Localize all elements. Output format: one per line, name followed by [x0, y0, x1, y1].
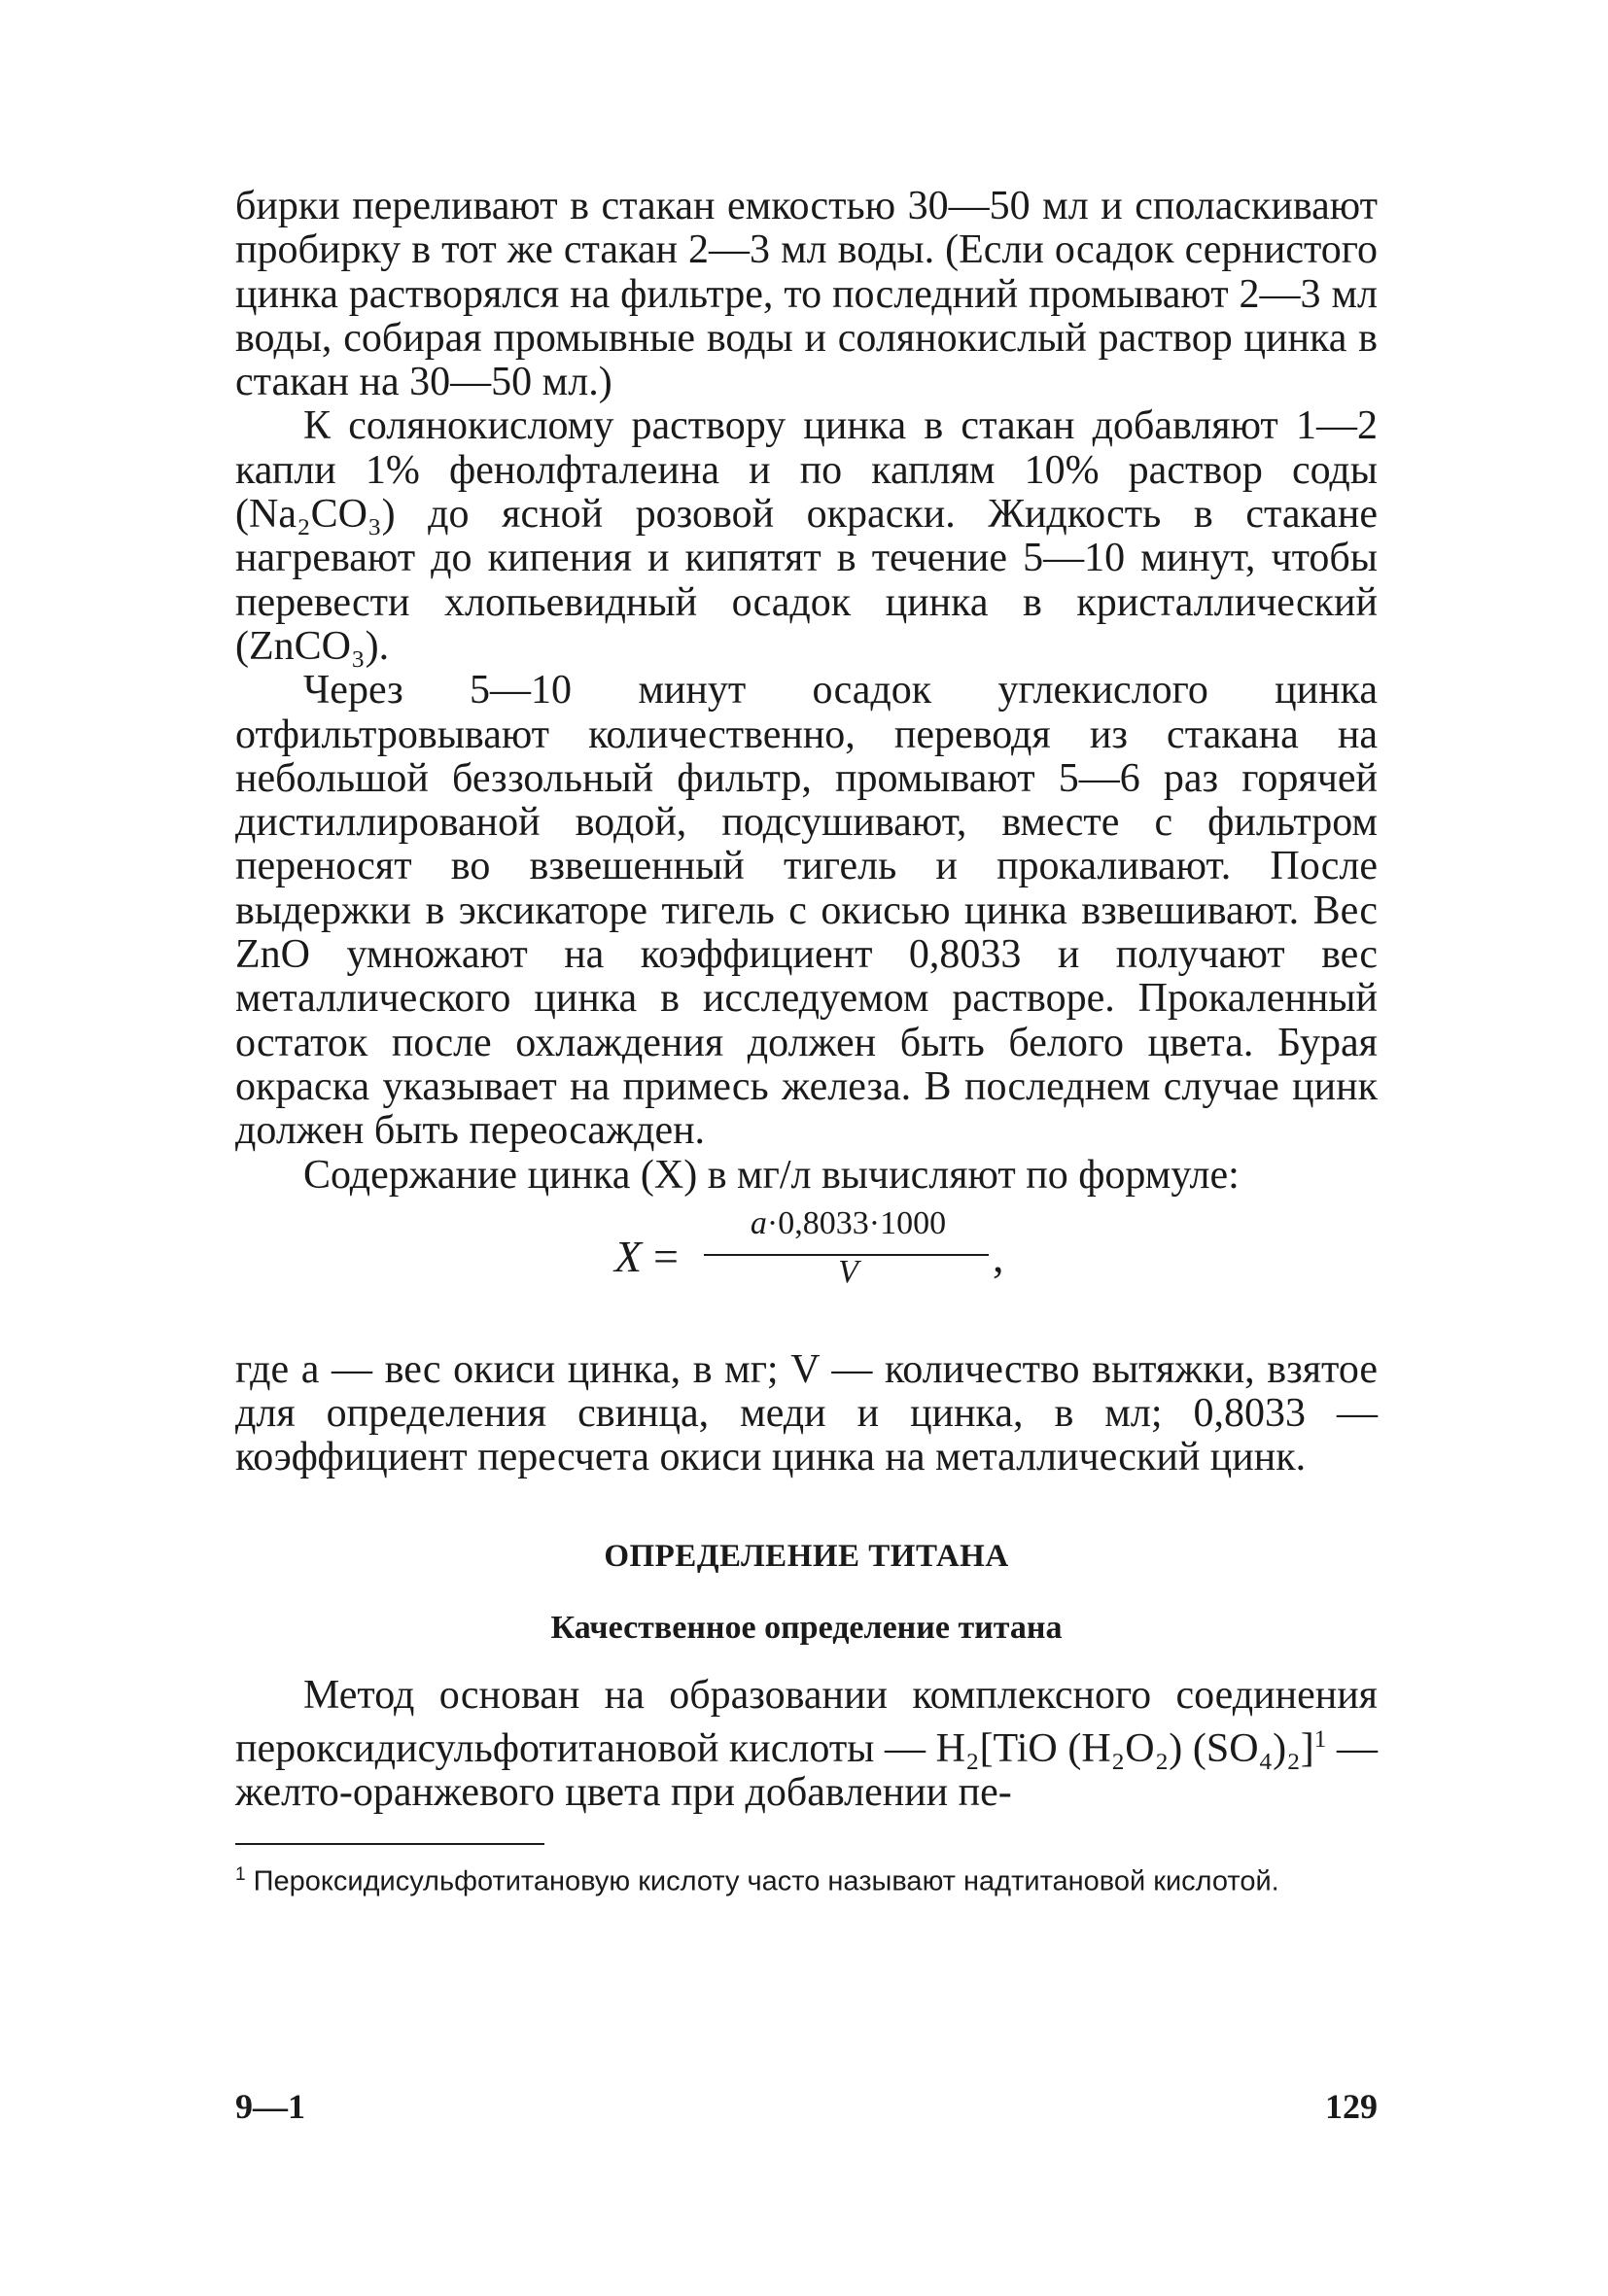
formula-numerator-rest: ·0,8033·1000	[766, 1204, 947, 1241]
section-title: ОПРЕДЕЛЕНИЕ ТИТАНА	[604, 1538, 1009, 1574]
page-number: 129	[1325, 2087, 1378, 2126]
printer-signature: 9—1	[235, 2087, 305, 2126]
paragraph-formula-legend: где a — вес окиси цинка, в мг; V — количество вытяжки, взятое для определения свинца, меди и цинка, в мл; 0,8033 — коэффициент пересчета окиси цинка на металлический цинк.	[235, 1346, 1378, 1480]
formula-equals: =	[653, 1231, 679, 1281]
footnote-divider	[235, 1843, 544, 1845]
footnote-mark: 1	[235, 1863, 246, 1885]
titanium-method-end: — желто-оранжевого цвета при добавлении пе-	[235, 1726, 1378, 1816]
formula-comma: ,	[993, 1231, 1004, 1281]
paragraph-zinc-rinse: бирки переливают в стакан емкостью 30—50 мл и споласкивают пробирку в тот же стакан 2—3 мл воды. (Если осадок сернистого цинка растворялся на фильтре, то последний промывают 2—3 мл воды, собирая промывные воды и солянокислый раствор цинка в стакан на 30—50 мл.)	[235, 184, 1378, 405]
paragraph-titanium-method	[235, 1674, 1378, 1816]
formula-lhs: X	[614, 1231, 643, 1281]
page-footer	[235, 2086, 1378, 2125]
footnote	[235, 1859, 1378, 1898]
paragraph-zinc-precipitation: К солянокислому раствору цинка в стакан добавляют 1—2 капли 1% фенолфталеина и по каплям 10% раствор соды (Na₂CO₃) до ясной розовой окраски. Жидкость в стакане нагревают до кипения и кипятят в течение 5—10 минут, чтобы перевести хлопьевидный осадок цинка в кристаллический (ZnCO₃).	[235, 403, 1378, 669]
subsection-title: Качественное определение титана	[550, 1609, 1063, 1646]
formula-numerator	[710, 1205, 987, 1242]
page-content	[235, 185, 1378, 1897]
zinc-formula	[235, 1198, 1378, 1348]
paragraph-zinc-filtration: Через 5—10 минут осадок углекислого цинка отфильтровывают количественно, переводя из стакана на небольшой беззольный фильтр, промывают 5—6 раз горячей дистиллированой водой, подсушивают, вместе с фильтром переносят во взвешенный тигель и прокаливают. После выдержки в эксикаторе тигель с окисью цинка взвешивают. Вес ZnO умножают на коэффициент 0,8033 и получают вес металлического цинка в исследуемом растворе. Прокаленный остаток после охлаждения должен быть белого цвета. Бурая окраска указывает на примесь железа. В последнем случае цинк должен быть переосажден.	[235, 668, 1378, 1154]
footnote-reference: 1	[1313, 1726, 1327, 1754]
formula-denominator: V	[838, 1253, 858, 1290]
paragraph-formula-intro: Содержание цинка (X) в мг/л вычисляют по формуле:	[303, 1152, 1240, 1198]
titanium-method-start: Метод основан на образовании комплексного соединения пероксидисульфотитановой кислоты — H₂[TiO (H₂O₂) (SO₄)₂]	[235, 1672, 1378, 1772]
formula-numerator-var: a	[750, 1204, 767, 1241]
footnote-text: Пероксидисульфотитановую кислоту часто называют надтитановой кислотой.	[245, 1865, 1279, 1897]
